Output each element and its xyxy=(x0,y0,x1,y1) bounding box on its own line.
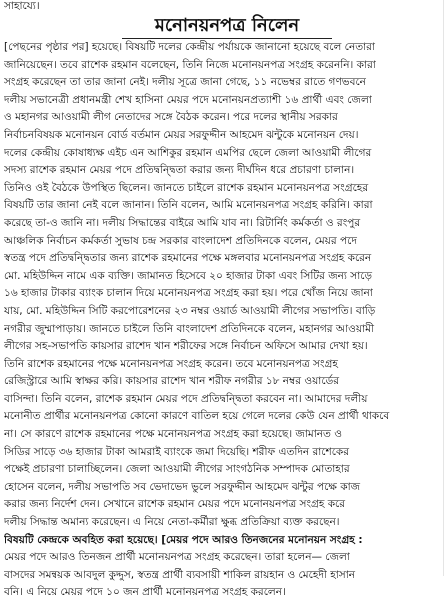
article-line: তিনি রাশেক রহমানের পক্ষে মনোনয়নপত্র সংগ্রহ করেন। তবে মনোনয়নপত্র সংগ্রহ xyxy=(4,357,338,370)
article-line: করেছে তা-ও জানি না। দলীয় সিদ্ধান্তের বাইরে আমি যাব না। রিটার্নিং কর্মকর্তা ও রংপুর xyxy=(4,216,361,229)
headline-area xyxy=(4,14,440,39)
article-line: মো. মহিউদ্দিন নামে এক ব্যক্তি। জামানত হিসেবে ২০ হাজার টাকা এবং সিটির জন্য সাড়ে xyxy=(4,269,372,282)
previous-article-fragment: সাহায্যে। xyxy=(4,0,40,12)
article-line: সংগ্রহ করেছেন তা তার জানা নেই। দলীয় সূত্রে জানা গেছে, ১১ নভেম্বর রাতে গণভবনে xyxy=(4,76,366,89)
article-line: না। সে কারণে রাশেক রহমানের পক্ষে মনোনয়নপত্র সংগ্রহ করা হয়েছে। জামানত ও xyxy=(4,428,342,441)
article-line: বাসিন্দা। তিনি বলেন, রাশেক রহমান মেয়র পদে প্রতিদ্বন্দ্বিতা করবেন না। আমাদের দলীয় xyxy=(4,392,368,405)
article-line: বিষয়টি তার জানা নেই বলে জানান। তিনি বলেন, আমি মনোনয়নপত্র সংগ্রহ করিনি। কারা xyxy=(4,199,373,212)
article-line: আঞ্চলিক নির্বাচন কর্মকর্তা সুভাষ চন্দ্র সরকার বাংলাদেশ প্রতিদিনকে বলেন, মেয়র পদে xyxy=(4,234,357,247)
article-line: লীগের সহ-সভাপতি কায়সার রাশেদ খান শরীফের সঙ্গে নির্বাচন অফিসে আমার দেখা হয়। xyxy=(4,340,368,353)
article-line: যায়, মো. মহিউদ্দিন সিটি করপোরেশনের ২৩ নম্বর ওয়ার্ড আওয়ামী লীগের সভাপতি। বাড়ি xyxy=(4,304,376,317)
article-line: হোসেন বলেন, দলীয় সভাপতি সব ভেদাভেদ ভুলে সরফুদ্দীন আহমেদ ঝন্টুর পক্ষে কাজ xyxy=(4,480,361,493)
article-line: তিনিও ওই বৈঠকে উপস্থিত ছিলেন। জানতে চাইলে রাশেক রহমান মনোনয়নপত্র সংগ্রহের xyxy=(4,181,369,194)
article-line: সিডির সাড়ে ৩৬ হাজার টাকা আমরাই ব্যাংকে জমা দিয়েছি। শরীফ এতদিন রাশেকের xyxy=(4,445,350,458)
article-line: রেজিস্ট্রারে আমি স্বাক্ষর করি। কায়সার রাশেদ খান শরীফ নগরীর ১৮ নম্বর ওয়ার্ডের xyxy=(4,375,340,388)
article-line: [পেছনের পৃষ্ঠার পর] হয়েছে। বিষয়টি দলের কেন্দ্রীয় পর্যায়কে জানানো হয়েছে বলে নেতারা xyxy=(4,41,375,53)
article-line: নগরীর জুম্মাপাড়ায়। জানতে চাইলে তিনি বাংলাদেশ প্রতিদিনকে বলেন, মহানগর আওয়ামী xyxy=(4,322,374,335)
article-line: সদস্য রাশেক রহমান মেয়র পদে প্রতিদ্বন্দ্বিতা করার জন্য দীর্ঘদিন ধরে প্রচারণা চালান। xyxy=(4,164,355,177)
article-line: দলীয় সভানেত্রী প্রধানমন্ত্রী শেখ হাসিনা মেয়র পদে মনোনয়নপ্রত্যাশী ১৬ প্রার্থী এবং জেলা xyxy=(4,93,372,106)
article-line: বনি। এ নিয়ে মেয়র পদে ১০ জন প্রার্থী মনোনয়নপত্র সংগ্রহ করলেন। xyxy=(4,586,286,599)
article-line: স্বতন্ত্র পদে প্রতিদ্বন্দ্বিতার জন্য রাশেক রহমানের পক্ষে মঙ্গলবার মনোনয়নপত্র সংগ্রহ করেন xyxy=(4,252,372,265)
article-line: ১৬ হাজার টাকার ব্যাংক চালান দিয়ে মনোনয়নপত্র সংগ্রহ করা হয়। পরে খোঁজ নিয়ে জানা xyxy=(4,287,373,300)
article-line: দলীয় সিদ্ধান্ত অমান্য করেছেন। এ নিয়ে নেতা-কর্মীরা ক্ষুব্ধ প্রতিক্রিয়া ব্যক্ত করছেন। xyxy=(4,516,340,529)
article-line: নির্বাচনবিষয়ক মনোনয়ন বোর্ড বর্তমান মেয়র সরফুদ্দীন আহমেদ ঝন্টুকে মনোনয়ন দেয়। xyxy=(4,128,359,141)
article-line: জানিয়েছেন। তবে রাশেক রহমান বলেছেন, তিনি নিজে মনোনয়নপত্র সংগ্রহ করেননি। কারা xyxy=(4,58,376,71)
article-line: দলের কেন্দ্রীয় কোষাধ্যক্ষ এইচ এন আশিকুর রহমান এমপির ছেলে জেলা আওয়ামী লীগের xyxy=(4,146,372,159)
article-line: ও মহানগর আওয়ামী লীগ নেতাদের সঙ্গে বৈঠক করেন। পরে দলের স্থানীয় সরকার xyxy=(4,111,338,124)
article-line: পক্ষেই প্রচারণা চালাচ্ছিলেন। জেলা আওয়ামী লীগের সাংগঠনিক সম্পাদক মোতাহার xyxy=(4,463,350,476)
article-line: বিষয়টি কেন্দ্রকে অবহিত করা হয়েছে। [মেয়র পদে আরও তিনজনের মনোনয়ন সংগ্রহ : xyxy=(4,533,363,546)
article-body xyxy=(4,39,440,602)
article-headline: মনোনয়নপত্র নিলেন xyxy=(154,15,300,36)
article-line: মনোনীত প্রার্থীর মনোনয়নপত্র কোনো কারণে বাতিল হয়ে গেলে দলের কেউ যেন প্রার্থী থাকবে xyxy=(4,410,390,423)
article-line: মেয়র পদে আরও তিনজন প্রার্থী মনোনয়নপত্র সংগ্রহ করেছেন। তারা হলেন— জেলা xyxy=(4,551,350,564)
article-line: করার জন্য নির্দেশ দেন। সেখানে রাশেক রহমান মেয়র পদে মনোনয়নপত্র সংগ্রহ করে xyxy=(4,498,346,511)
headline-underline xyxy=(122,38,332,39)
article-line: বাসদের সমন্বয়ক আবদুল কুদ্দুস, স্বতন্ত্র প্রার্থী ব্যবসায়ী শাকিল রায়হান ও মেহেদী হাসান xyxy=(4,568,356,581)
